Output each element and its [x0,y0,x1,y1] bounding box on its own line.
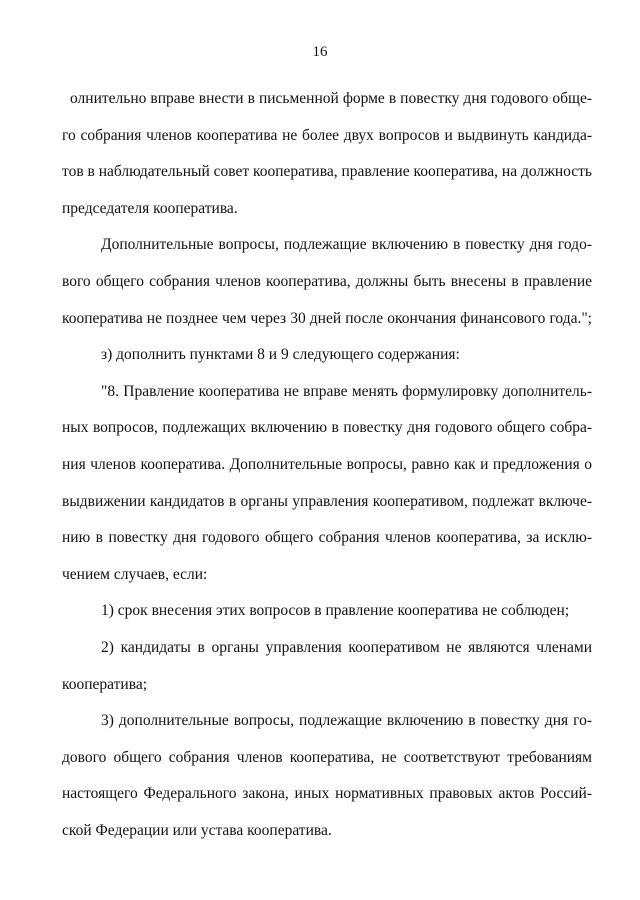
text-line: 2) кандидаты в органы управления кооперативом не являются членами [101,638,592,656]
text-line: ния членов кооператива. Дополнительные вопросы, равно как и предложения о [62,455,592,473]
text-line: з) дополнить пунктами 8 и 9 следующего содержания: [101,346,460,364]
text-line: "8. Правление кооператива не вправе менять формулировку дополнитель- [101,382,592,400]
text-line: тов в наблюдательный совет кооператива, правление кооператива, на должность [62,163,592,181]
text-line: го собрания членов кооператива не более двух вопросов и выдвинуть кандида- [62,126,592,144]
text-line: нию в повестку дня годового общего собрания членов кооператива, за исклю- [62,529,592,547]
text-line: 1) срок внесения этих вопросов в правление кооператива не соблюден; [101,602,570,620]
text-line: настоящего Федерального закона, иных нормативных правовых актов Россий- [62,785,592,803]
text-line: 3) дополнительные вопросы, подлежащие включению в повестку дня го- [101,712,592,730]
text-line: дового общего собрания членов кооператива, не соответствуют требованиям [62,748,592,766]
page-number: 16 [312,44,328,60]
text-line: кооператива; [62,675,148,693]
text-line: выдвижении кандидатов в органы управления кооперативом, подлежат включе- [62,492,592,510]
text-line: вого общего собрания членов кооператива, должны быть внесены в правление [62,272,592,290]
text-line: ской Федерации или устава кооператива. [62,821,332,839]
text-line: Дополнительные вопросы, подлежащие включению в повестку дня годо- [101,236,592,254]
text-line: олнительно вправе внести в письменной форме в повестку дня годового обще- [70,90,592,107]
text-line: кооператива не позднее чем через 30 дней после окончания финансового года."; [62,309,592,327]
text-line: чением случаев, если: [62,565,208,583]
text-line: ных вопросов, подлежащих включению в повестку дня годового общего собра- [62,419,592,437]
text-line: председателя кооператива. [62,199,238,217]
document-body [62,89,592,857]
